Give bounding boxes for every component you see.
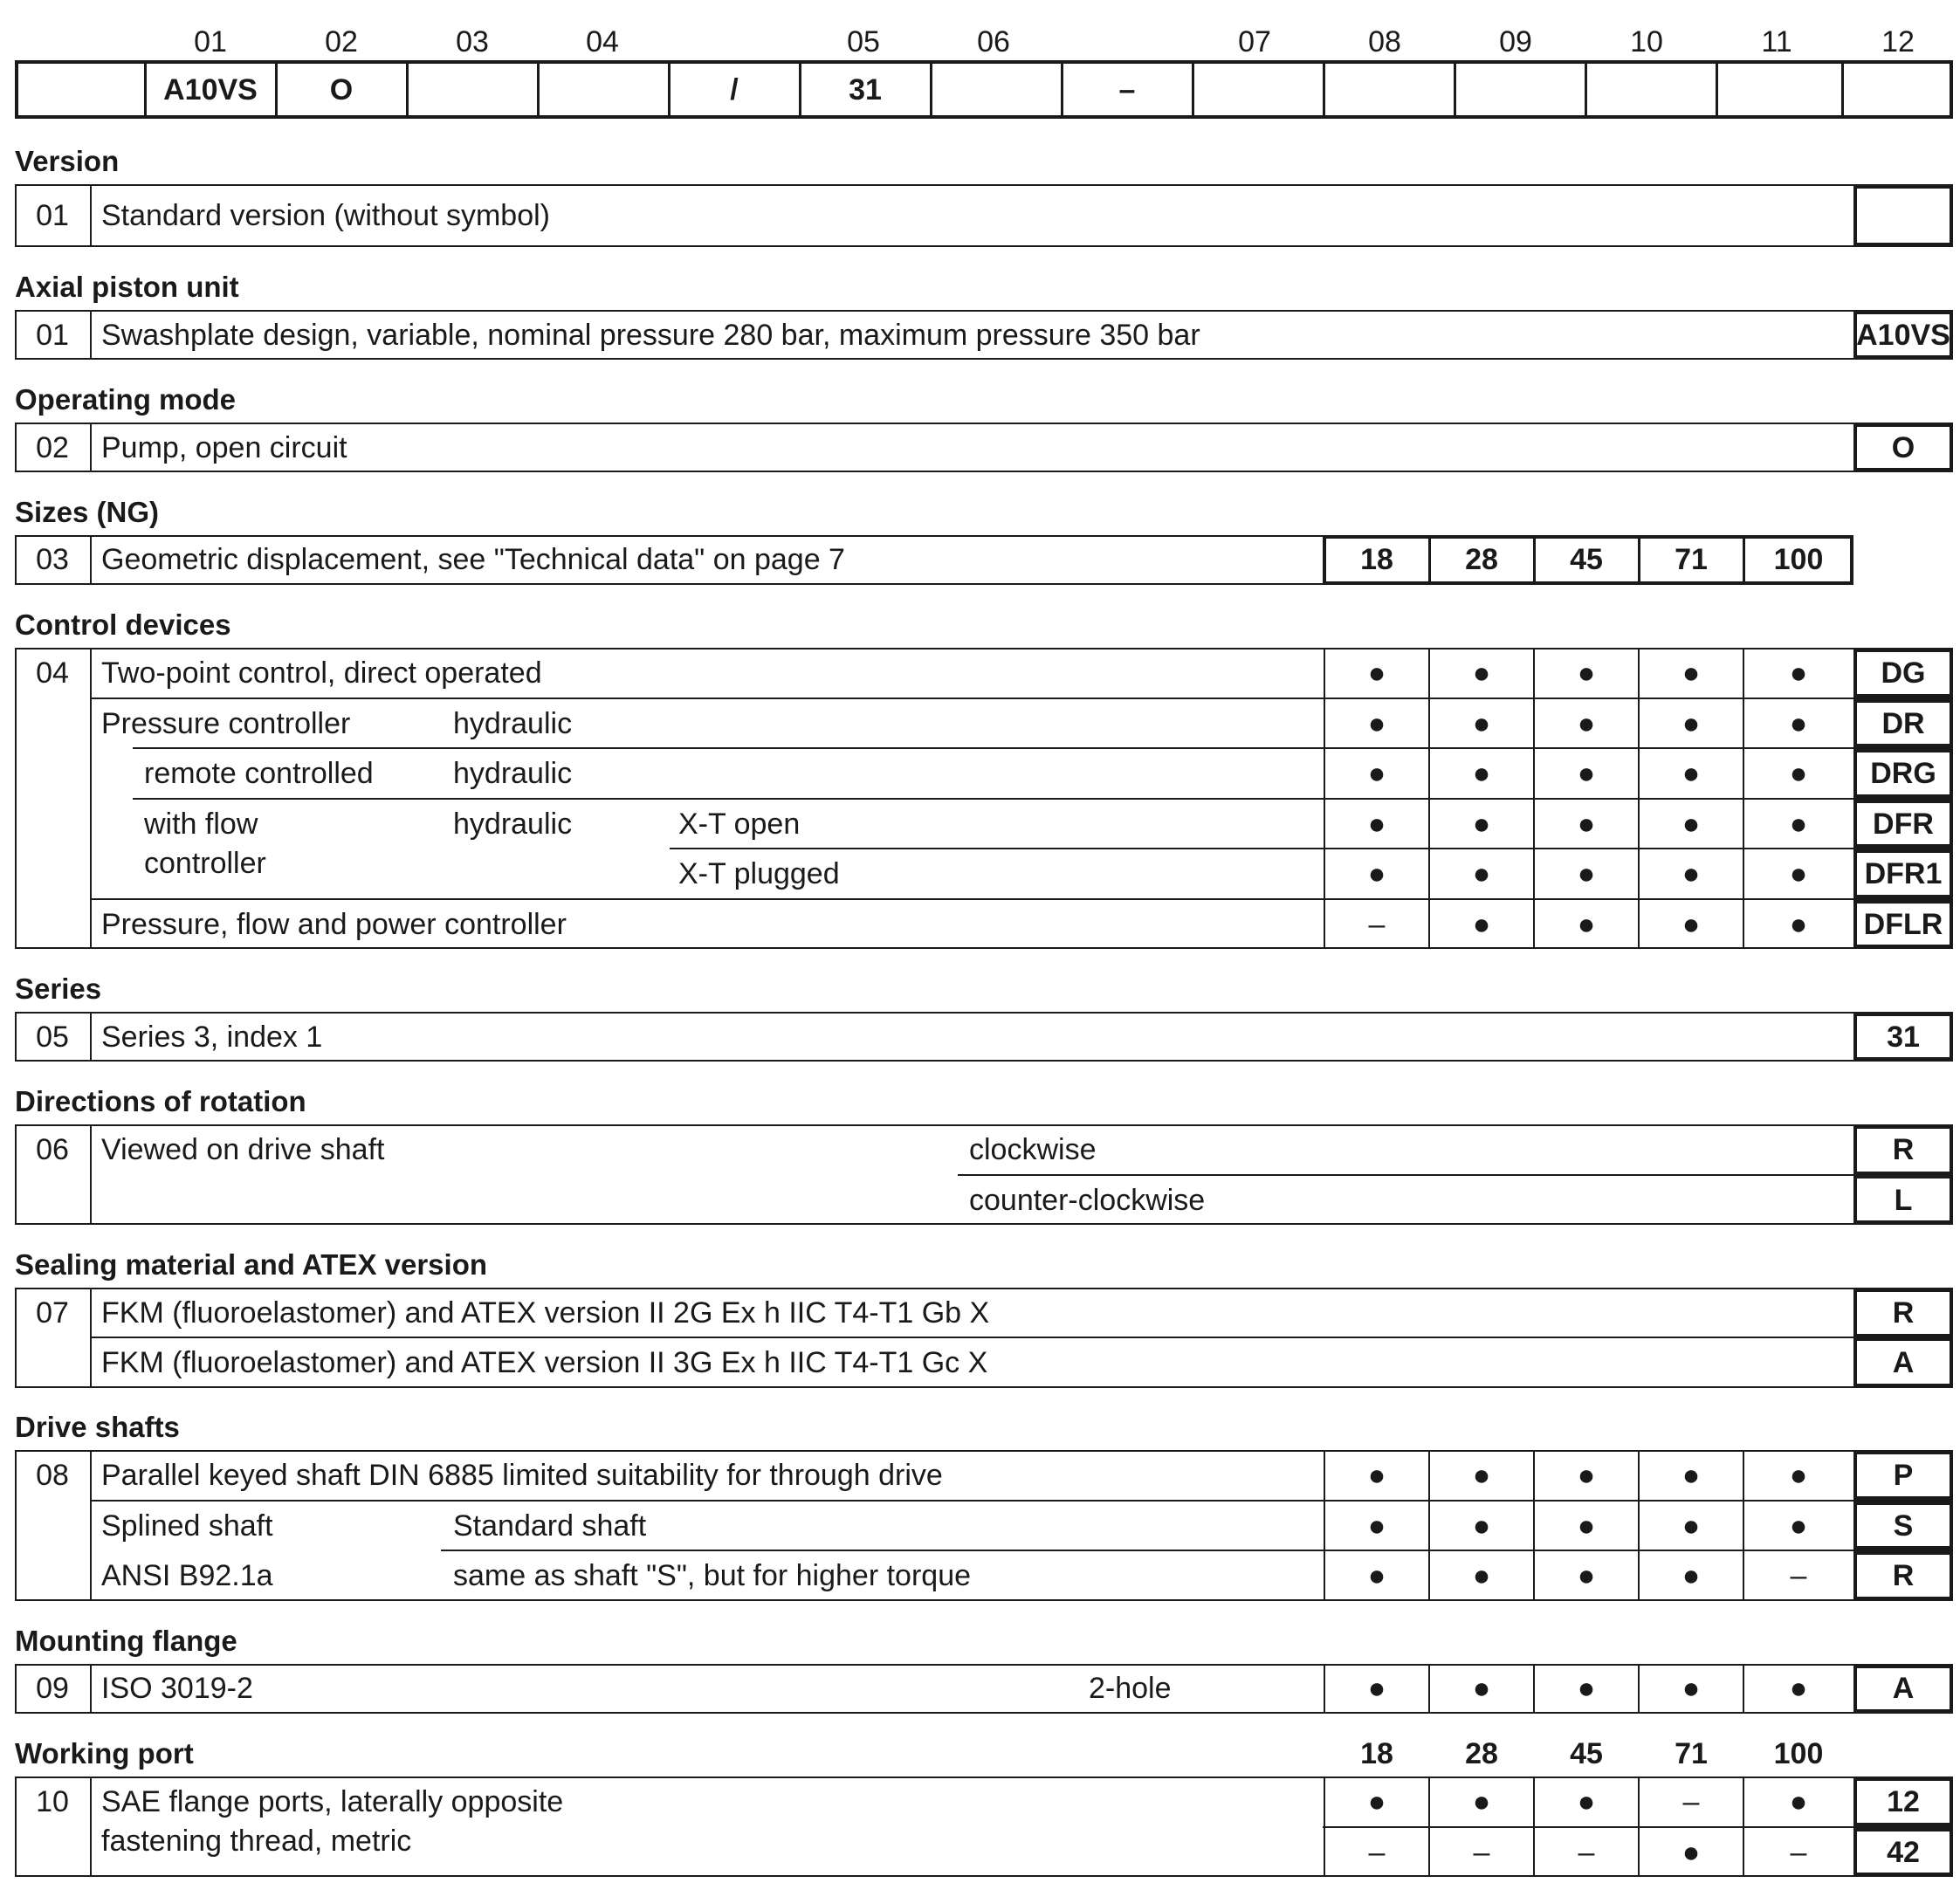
shafts-availability-mark: ● [1472, 1508, 1491, 1543]
control-availability-mark: ● [1789, 706, 1808, 740]
shafts-availability-mark: ● [1577, 1508, 1596, 1543]
position-label-09: 09 [1499, 25, 1532, 58]
port-availability-mark: ● [1577, 1785, 1596, 1818]
port-size-header: 45 [1570, 1737, 1603, 1770]
rule [958, 1174, 1953, 1176]
rule [91, 898, 1953, 900]
rule [90, 1664, 92, 1714]
control-two-point: Two-point control, direct operated [101, 656, 542, 690]
port-size-header: 100 [1773, 1737, 1824, 1770]
shafts-splined: Splined shaft [101, 1509, 273, 1543]
control-code: DFR [1873, 807, 1934, 841]
rule [90, 1776, 92, 1877]
shafts-availability-mark: ● [1367, 1459, 1386, 1492]
control-code: DG [1881, 656, 1926, 690]
control-availability-mark: ● [1472, 656, 1491, 690]
port-code: 12 [1887, 1785, 1920, 1818]
size-value-71: 71 [1675, 543, 1708, 576]
shafts-availability-mark: ● [1472, 1459, 1491, 1492]
port-availability-mark: – [1682, 1785, 1700, 1818]
control-code: DR [1881, 706, 1925, 740]
shafts-availability-mark: ● [1681, 1508, 1701, 1543]
mode-description: Pump, open circuit [101, 430, 347, 464]
shafts-number: 08 [36, 1459, 69, 1492]
sealing-code: R [1892, 1296, 1915, 1330]
flange-description: ISO 3019-2 [101, 1672, 253, 1705]
port-description-line1: SAE flange ports, laterally opposite [101, 1785, 564, 1818]
port-availability-mark: – [1790, 1835, 1807, 1869]
version-code-box [1853, 185, 1953, 246]
axial-code: A10VS [1856, 318, 1950, 352]
rule [1841, 60, 1844, 119]
shafts-availability-mark: ● [1577, 1559, 1596, 1592]
series-number: 05 [36, 1020, 69, 1054]
rule [1585, 60, 1587, 119]
rule [1716, 60, 1718, 119]
control-hydraulic: hydraulic [453, 707, 573, 740]
control-availability-mark: ● [1789, 807, 1808, 841]
control-availability-mark: ● [1577, 757, 1596, 790]
flange-availability-mark: ● [1789, 1672, 1808, 1705]
control-availability-mark: ● [1472, 857, 1491, 890]
port-availability-mark: ● [1367, 1785, 1386, 1818]
rule [90, 535, 92, 585]
position-label-08: 08 [1368, 25, 1401, 58]
shafts-code: P [1893, 1459, 1914, 1492]
position-label-10: 10 [1630, 25, 1663, 58]
rotation-number: 06 [36, 1133, 69, 1166]
rotation-heading: Directions of rotation [15, 1085, 306, 1117]
type-code-cell-5: / [730, 73, 739, 107]
shafts-same-as: same as shaft "S", but for higher torque [453, 1559, 972, 1592]
port-availability-mark: ● [1789, 1785, 1808, 1818]
sizes-description: Geometric displacement, see "Technical data" on page 7 [101, 543, 845, 576]
rotation-clockwise: clockwise [969, 1133, 1097, 1166]
port-availability-mark: ● [1472, 1785, 1491, 1818]
control-availability-mark: ● [1577, 706, 1596, 740]
control-availability-mark: ● [1367, 757, 1386, 790]
version-heading: Version [15, 145, 120, 177]
rotation-description: Viewed on drive shaft [101, 1133, 385, 1166]
mode-code: O [1891, 430, 1915, 464]
control-availability-mark: ● [1681, 807, 1701, 841]
shafts-ansi: ANSI B92.1a [101, 1559, 273, 1592]
control-code: DRG [1870, 757, 1936, 790]
version-number: 01 [36, 199, 69, 232]
rule [90, 1450, 92, 1601]
type-code-cell-6: 31 [849, 73, 882, 107]
mode-heading: Operating mode [15, 383, 237, 416]
sealing-row-text: FKM (fluoroelastomer) and ATEX version II 2G Ex h IIC T4-T1 Gb X [101, 1296, 990, 1330]
flange-code: A [1892, 1672, 1915, 1705]
position-label-05: 05 [847, 25, 880, 58]
port-description-line2: fastening thread, metric [101, 1825, 412, 1858]
type-code-cell-8: – [1118, 73, 1136, 107]
rotation-counter-clockwise: counter-clockwise [969, 1184, 1206, 1217]
port-heading: Working port [15, 1737, 194, 1770]
control-availability-mark: ● [1367, 706, 1386, 740]
control-availability-mark: ● [1577, 907, 1596, 941]
flange-availability-mark: ● [1472, 1672, 1491, 1705]
port-code: 42 [1887, 1835, 1920, 1869]
control-hydraulic: hydraulic [453, 757, 573, 790]
shafts-availability-mark: ● [1681, 1559, 1701, 1592]
control-pfp: Pressure, flow and power controller [101, 908, 567, 941]
position-label-02: 02 [325, 25, 358, 58]
shafts-code: S [1893, 1508, 1914, 1543]
sealing-row-text: FKM (fluoroelastomer) and ATEX version II 3G Ex h IIC T4-T1 Gc X [101, 1346, 988, 1379]
sizes-number: 03 [36, 543, 69, 576]
control-availability-mark: ● [1789, 907, 1808, 941]
size-value-100: 100 [1773, 543, 1824, 576]
rule [90, 184, 92, 247]
control-availability-mark: ● [1367, 807, 1386, 841]
position-label-07: 07 [1238, 25, 1271, 58]
control-controller: controller [144, 847, 266, 880]
axial-heading: Axial piston unit [15, 271, 239, 303]
control-number: 04 [36, 656, 69, 690]
rotation-code: R [1892, 1133, 1915, 1166]
control-xt-open: X-T open [678, 807, 801, 841]
rule [90, 310, 92, 360]
port-size-header: 28 [1465, 1737, 1498, 1770]
control-availability-mark: ● [1681, 907, 1701, 941]
sealing-code: A [1892, 1346, 1915, 1379]
control-availability-mark: ● [1367, 656, 1386, 690]
port-size-header: 18 [1360, 1737, 1393, 1770]
shafts-parallel: Parallel keyed shaft DIN 6885 limited suitability for through drive [101, 1459, 943, 1492]
size-value-28: 28 [1465, 543, 1498, 576]
control-remote: remote controlled [144, 757, 374, 790]
control-availability-mark: ● [1789, 656, 1808, 690]
axial-description: Swashplate design, variable, nominal pressure 280 bar, maximum pressure 350 bar [101, 318, 1200, 352]
rule [91, 1337, 1953, 1338]
shafts-heading: Drive shafts [15, 1411, 180, 1443]
port-availability-mark: ● [1681, 1835, 1701, 1869]
position-label-01: 01 [194, 25, 227, 58]
shafts-availability-mark: ● [1577, 1459, 1596, 1492]
control-availability-mark: ● [1681, 706, 1701, 740]
series-description: Series 3, index 1 [101, 1020, 323, 1054]
control-availability-mark: – [1368, 907, 1386, 941]
control-availability-mark: ● [1681, 857, 1701, 890]
control-availability-mark: ● [1681, 656, 1701, 690]
control-availability-mark: ● [1577, 857, 1596, 890]
flange-number: 09 [36, 1672, 69, 1705]
control-heading: Control devices [15, 608, 231, 641]
position-label-04: 04 [586, 25, 619, 58]
series-heading: Series [15, 972, 102, 1005]
rule [1454, 60, 1456, 119]
sealing-heading: Sealing material and ATEX version [15, 1248, 488, 1281]
shafts-availability-mark: ● [1789, 1508, 1808, 1543]
port-availability-mark: – [1473, 1835, 1490, 1869]
control-availability-mark: ● [1789, 857, 1808, 890]
rule [91, 1500, 1953, 1502]
rule [441, 1550, 1953, 1551]
control-with-flow: with flow [144, 807, 258, 841]
rule [90, 1012, 92, 1062]
port-availability-mark: – [1368, 1835, 1386, 1869]
control-hydraulic: hydraulic [453, 807, 573, 841]
control-availability-mark: ● [1789, 757, 1808, 790]
flange-hole-count: 2-hole [1089, 1672, 1172, 1705]
control-xt-plugged: X-T plugged [678, 857, 840, 890]
control-availability-mark: ● [1472, 706, 1491, 740]
control-code: DFLR [1863, 907, 1943, 941]
control-availability-mark: ● [1472, 907, 1491, 941]
port-number: 10 [36, 1785, 69, 1818]
rule [1323, 60, 1325, 119]
shafts-code: R [1892, 1559, 1915, 1592]
control-availability-mark: ● [1367, 857, 1386, 890]
position-label-12: 12 [1881, 25, 1915, 58]
axial-number: 01 [36, 318, 69, 352]
rotation-code: L [1894, 1184, 1913, 1217]
size-value-18: 18 [1360, 543, 1393, 576]
type-code-cell-1: A10VS [163, 73, 258, 107]
rule [133, 747, 1953, 749]
flange-availability-mark: ● [1681, 1672, 1701, 1705]
sealing-number: 07 [36, 1296, 69, 1330]
shafts-standard: Standard shaft [453, 1509, 647, 1543]
position-label-03: 03 [456, 25, 489, 58]
shafts-availability-mark: ● [1681, 1459, 1701, 1492]
flange-availability-mark: ● [1367, 1672, 1386, 1705]
rule [133, 798, 1953, 800]
control-pressure-controller: Pressure controller [101, 707, 351, 740]
type-code-cell-2: O [329, 73, 354, 107]
control-availability-mark: ● [1472, 807, 1491, 841]
shafts-availability-mark: ● [1367, 1508, 1386, 1543]
control-availability-mark: ● [1681, 757, 1701, 790]
size-value-45: 45 [1570, 543, 1603, 576]
shafts-availability-mark: – [1790, 1559, 1807, 1592]
sizes-heading: Sizes (NG) [15, 496, 160, 528]
rule [90, 648, 92, 949]
rule [90, 423, 92, 472]
position-label-06: 06 [977, 25, 1010, 58]
control-availability-mark: ● [1577, 807, 1596, 841]
flange-heading: Mounting flange [15, 1625, 237, 1657]
shafts-availability-mark: ● [1367, 1559, 1386, 1592]
version-description: Standard version (without symbol) [101, 199, 551, 232]
control-availability-mark: ● [1577, 656, 1596, 690]
series-code: 31 [1887, 1020, 1920, 1054]
shafts-availability-mark: ● [1789, 1459, 1808, 1492]
shafts-availability-mark: ● [1472, 1559, 1491, 1592]
mode-number: 02 [36, 430, 69, 464]
rule [670, 848, 1953, 849]
rule [90, 1124, 92, 1225]
position-label-11: 11 [1761, 25, 1792, 58]
control-availability-mark: ● [1472, 757, 1491, 790]
control-code: DFR1 [1864, 857, 1943, 890]
rule [91, 698, 1953, 699]
flange-availability-mark: ● [1577, 1672, 1596, 1705]
rule [537, 60, 540, 119]
port-availability-mark: – [1578, 1835, 1595, 1869]
port-size-header: 71 [1675, 1737, 1708, 1770]
